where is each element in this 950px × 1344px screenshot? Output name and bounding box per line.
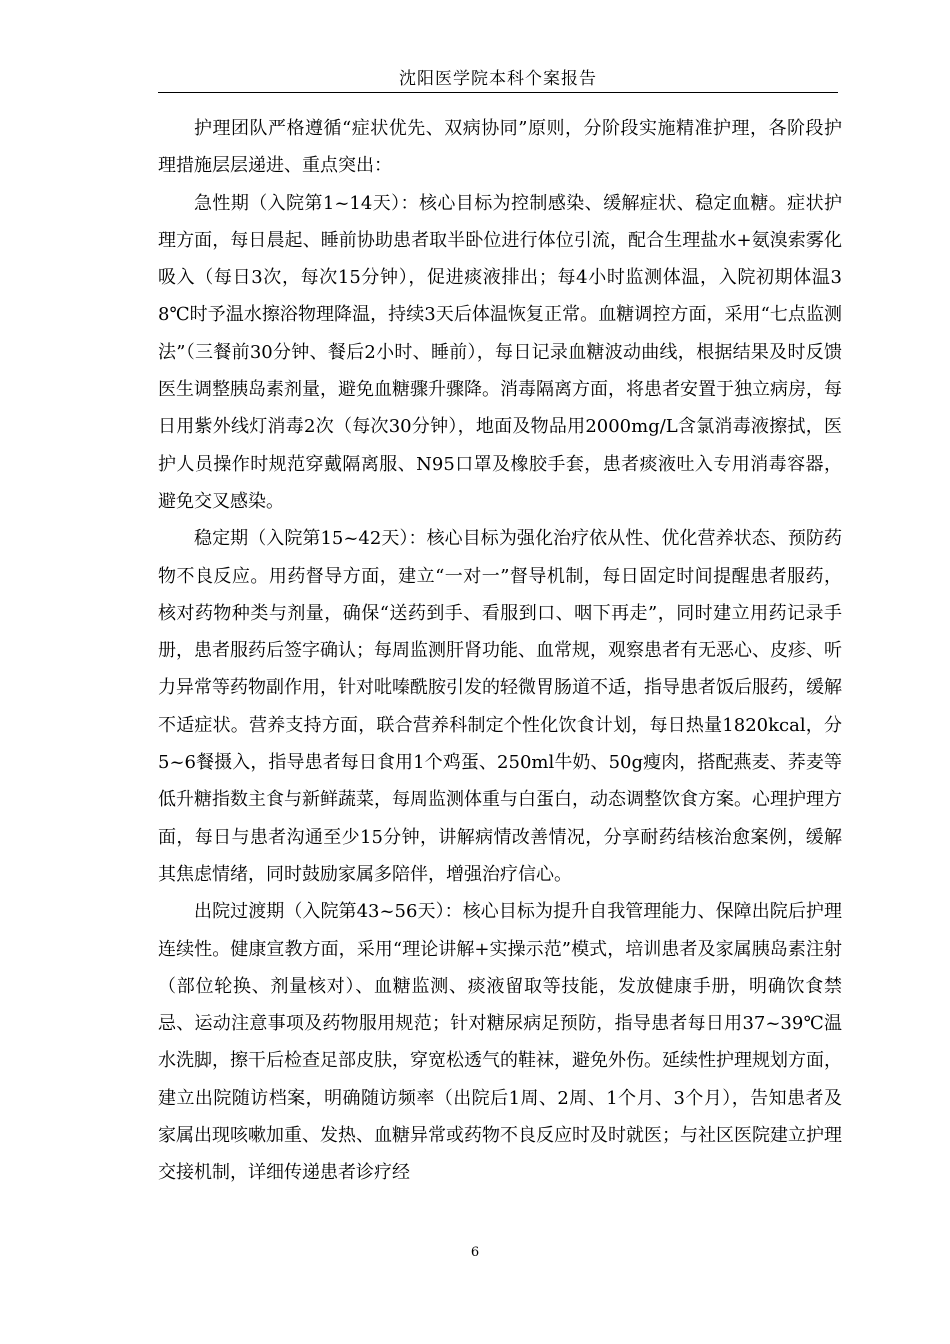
header-divider xyxy=(158,92,838,93)
running-header: 沈阳医学院本科个案报告 xyxy=(399,69,597,89)
paragraph-intro: 护理团队严格遵循“症状优先、双病协同”原则，分阶段实施精准护理，各阶段护理措施层层递进、重点突出： xyxy=(158,118,842,177)
paragraph-discharge-phase: 出院过渡期（入院第43~56天）：核心目标为提升自我管理能力、保障出院后护理连续性。健康宣教方面，采用“理论讲解+实操示范”模式，培训患者及家属胰岛素注射（部位轮换、剂量核对）、血糖监测、痰液留取等技能，发放健康手册，明确饮食禁忌、运动注意事项及药物服用规范；针对糖尿病足预防，指导患者每日用37~39℃温水洗脚，擦干后检查足部皮肤，穿宽松透气的鞋袜，避免外伤。延续性护理规划方面，建立出院随访档案，明确随访频率（出院后1周、2周、1个月、3个月），告知患者及家属出现咳嗽加重、发热、血糖异常或药物不良反应时及时就医；与社区医院建立护理交接机制，详细传递患者诊疗经 xyxy=(158,901,842,1184)
body-text xyxy=(158,110,842,1192)
page-number: 6 xyxy=(470,1245,480,1260)
paragraph-acute-phase: 急性期（入院第1~14天）：核心目标为控制感染、缓解症状、稳定血糖。症状护理方面，每日晨起、睡前协助患者取半卧位进行体位引流，配合生理盐水+氨溴索雾化吸入（每日3次，每次15分钟），促进痰液排出；每4小时监测体温，入院初期体温38℃时予温水擦浴物理降温，持续3天后体温恢复正常。血糖调控方面，采用“七点监测法”（三餐前30分钟、餐后2小时、睡前），每日记录血糖波动曲线，根据结果及时反馈医生调整胰岛素剂量，避免血糖骤升骤降。消毒隔离方面，将患者安置于独立病房，每日用紫外线灯消毒2次（每次30分钟），地面及物品用2000mg/L含氯消毒液擦拭，医护人员操作时规范穿戴隔离服、N95口罩及橡胶手套，患者痰液吐入专用消毒容器，避免交叉感染。 xyxy=(158,192,842,512)
paragraph-stable-phase: 稳定期（入院第15~42天）：核心目标为强化治疗依从性、优化营养状态、预防药物不良反应。用药督导方面，建立“一对一”督导机制，每日固定时间提醒患者服药，核对药物种类与剂量，确保“送药到手、看服到口、咽下再走”，同时建立用药记录手册，患者服药后签字确认；每周监测肝肾功能、血常规，观察患者有无恶心、皮疹、听力异常等药物副作用，针对吡嗪酰胺引发的轻微胃肠道不适，指导患者饭后服药，缓解不适症状。营养支持方面，联合营养科制定个性化饮食计划，每日热量1820kcal，分5~6餐摄入，指导患者每日食用1个鸡蛋、250ml牛奶、50g瘦肉，搭配燕麦、荞麦等低升糖指数主食与新鲜蔬菜，每周监测体重与白蛋白，动态调整饮食方案。心理护理方面，每日与患者沟通至少15分钟，讲解病情改善情况，分享耐药结核治愈案例，缓解其焦虑情绪，同时鼓励家属多陪伴，增强治疗信心。 xyxy=(158,528,842,885)
